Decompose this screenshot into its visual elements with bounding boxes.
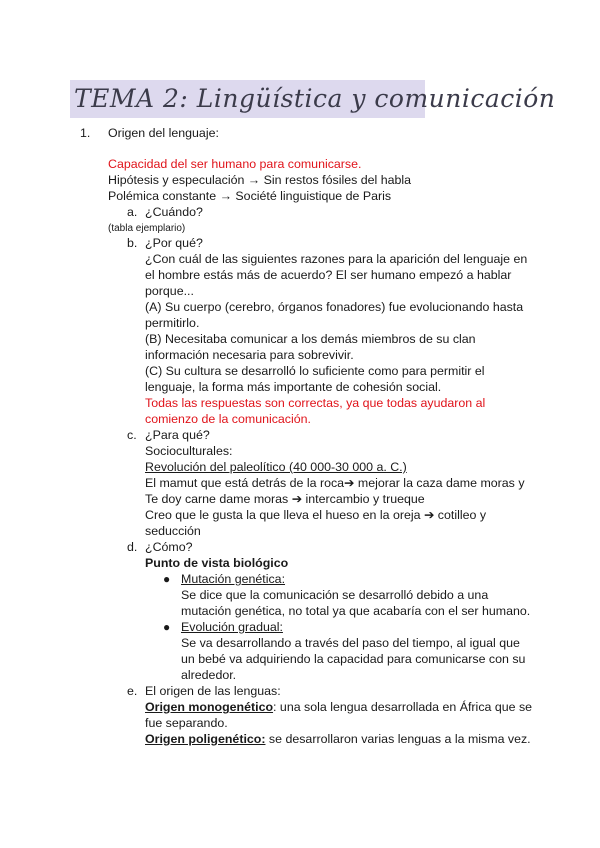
- bullet-icon: ●: [163, 572, 171, 586]
- section-label: ¿Cómo?: [145, 540, 193, 554]
- item-number: 1.: [80, 126, 91, 140]
- underlined-heading: Revolución del paleolítico (40 000-30 000 a. C.): [145, 460, 407, 474]
- text-line: [145, 699, 532, 715]
- text-line: seducción: [145, 524, 201, 538]
- text-line: Se dice que la comunicación se desarrolló debido a una: [181, 588, 489, 602]
- intro-red-line: Capacidad del ser humano para comunicarse.: [108, 157, 362, 171]
- text-line: un bebé va adquiriendo la capacidad para comunicarse con su: [181, 652, 526, 666]
- bullet-heading: Evolución gradual:: [181, 620, 283, 634]
- text-line: Creo que le gusta la que lleva el hueso en la oreja ➔ cotilleo y: [145, 508, 487, 522]
- text-line: (A) Su cuerpo (cerebro, órganos fonadores) fue evolucionando hasta: [145, 300, 524, 314]
- text-line: alrededor.: [181, 668, 237, 682]
- section-label: ¿Por qué?: [145, 236, 203, 250]
- text-line: [145, 731, 531, 747]
- note: (tabla ejemplario): [108, 223, 186, 234]
- text-line: información necesaria para sobrevivir.: [145, 348, 354, 362]
- text-line: Te doy carne dame moras ➔ intercambio y trueque: [145, 492, 425, 506]
- list-marker: c.: [127, 428, 137, 442]
- intro-line: Hipótesis y especulación → Sin restos fósiles del habla: [108, 173, 412, 187]
- text-line: el hombre estás más de acuerdo? El ser humano empezó a hablar: [145, 268, 512, 282]
- text-line: mutación genética, no total ya que acabaría con el ser humano.: [181, 604, 531, 618]
- text-line: Socioculturales:: [145, 444, 233, 458]
- text-line: Se va desarrollando a través del paso del tiempo, al igual que: [181, 636, 520, 650]
- list-marker: a.: [127, 205, 138, 219]
- list-marker: d.: [127, 540, 138, 554]
- intro-line: Polémica constante → Société linguistique de Paris: [108, 189, 392, 203]
- mono-text: : una sola lengua desarrollada en África que se: [273, 700, 533, 714]
- text-line: (B) Necesitaba comunicar a los demás miembros de su clan: [145, 332, 476, 346]
- text-line: ¿Con cuál de las siguientes razones para la aparición del lenguaje en: [145, 252, 528, 266]
- item-label: Origen del lenguaje:: [108, 126, 219, 140]
- list-marker: e.: [127, 684, 138, 698]
- section-label: ¿Cuándo?: [145, 205, 203, 219]
- text-line: fue separando.: [145, 716, 228, 730]
- mono-heading: Origen monogenético: [145, 700, 274, 714]
- answer-line: Todas las respuestas son correctas, ya que todas ayudaron al: [145, 396, 486, 410]
- text-line: lenguaje, la forma más importante de cohesión social.: [145, 380, 442, 394]
- bullet-heading: Mutación genética:: [181, 572, 286, 586]
- text-line: (C) Su cultura se desarrolló lo suficiente como para permitir el: [145, 364, 485, 378]
- page-title: TEMA 2: Lingüística y comunicación: [74, 84, 556, 113]
- answer-line: comienzo de la comunicación.: [145, 412, 311, 426]
- list-marker: b.: [127, 236, 138, 250]
- poli-text: se desarrollaron varias lenguas a la misma vez.: [265, 732, 531, 746]
- text-line: porque...: [145, 284, 194, 298]
- bullet-icon: ●: [163, 620, 171, 634]
- text-line: permitirlo.: [145, 316, 200, 330]
- text-line: El mamut que está detrás de la roca➔ mejorar la caza dame moras y: [145, 476, 525, 490]
- bold-heading: Punto de vista biológico: [145, 556, 289, 570]
- poli-heading: Origen poligenético:: [145, 732, 266, 746]
- section-label: El origen de las lenguas:: [145, 684, 281, 698]
- section-label: ¿Para qué?: [145, 428, 210, 442]
